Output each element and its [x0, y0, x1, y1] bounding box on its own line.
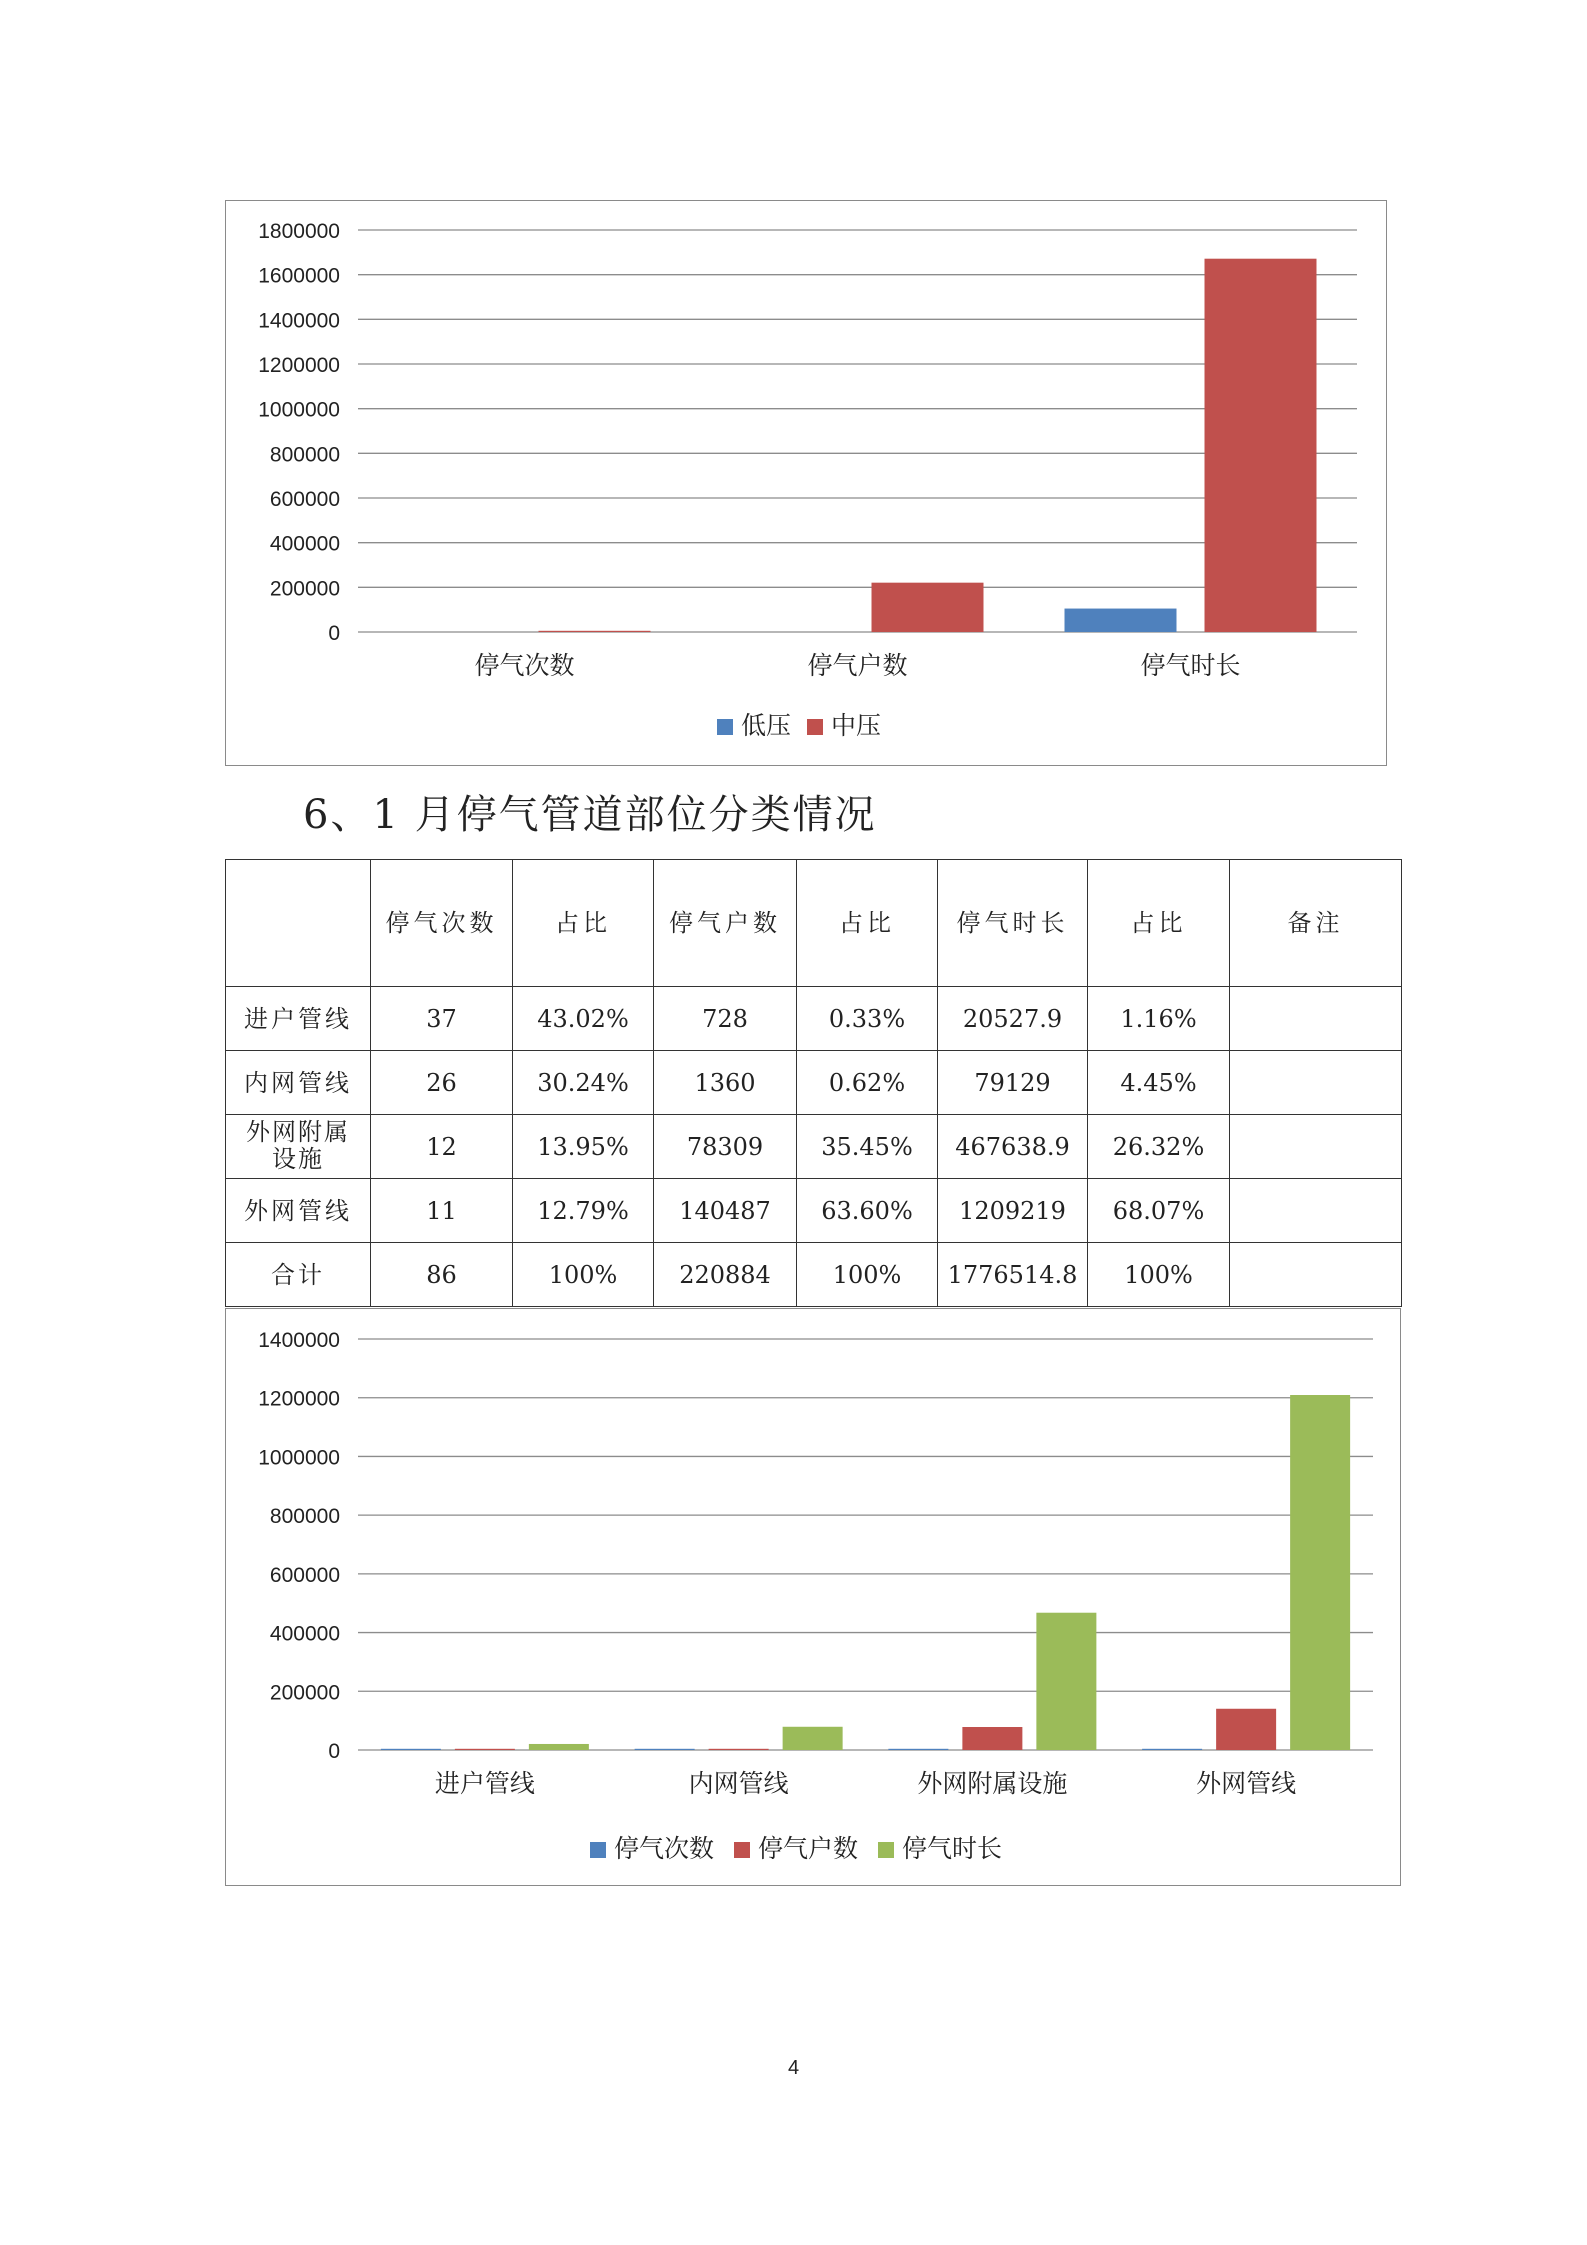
cell-households: 78309	[654, 1115, 797, 1179]
x-tick-label: 外网附属设施	[917, 1769, 1068, 1798]
legend-swatch	[807, 719, 823, 735]
header-label: 停气次数	[385, 909, 498, 937]
cell-remarks	[1230, 1179, 1402, 1243]
pipeline-category-table	[225, 859, 1402, 1307]
legend-swatch	[734, 1842, 750, 1858]
legend-label: 低压	[741, 711, 792, 740]
y-tick-label: 1600000	[258, 264, 340, 288]
bar	[635, 1749, 695, 1750]
chart-outage-by-location-svg	[226, 1309, 1402, 1887]
cell-households: 1360	[654, 1051, 797, 1115]
cell-duration-share: 1.16%	[1088, 987, 1230, 1051]
bar	[529, 1744, 589, 1750]
cell-duration-share: 100%	[1088, 1243, 1230, 1307]
bar	[539, 631, 651, 632]
cell-households-share: 0.62%	[797, 1051, 938, 1115]
bar	[455, 1749, 515, 1750]
table-body	[226, 987, 1402, 1307]
y-tick-label: 400000	[269, 532, 340, 556]
y-tick-label: 200000	[269, 1681, 340, 1705]
y-tick-label: 200000	[269, 577, 340, 601]
legend-swatch	[878, 1842, 894, 1858]
cell-remarks	[1230, 1115, 1402, 1179]
bar	[1290, 1395, 1350, 1750]
cell-remarks	[1230, 1243, 1402, 1307]
table-row	[226, 1051, 1402, 1115]
legend-label: 停气户数	[758, 1834, 859, 1863]
header-cell-duration: 停气时长	[938, 860, 1088, 987]
cell-count-share: 30.24%	[513, 1051, 654, 1115]
cell-duration: 1209219	[938, 1179, 1088, 1243]
x-tick-label: 进户管线	[434, 1769, 535, 1798]
table-header	[226, 860, 1402, 987]
table-total-row	[226, 1243, 1402, 1307]
row-label	[226, 1115, 371, 1179]
y-tick-label: 0	[328, 622, 340, 645]
y-tick-label: 1200000	[258, 354, 340, 377]
chart-outage-by-pressure	[225, 200, 1387, 766]
chart-outage-by-pressure-svg	[226, 201, 1388, 767]
cell-duration-share: 26.32%	[1088, 1115, 1230, 1179]
cell-count: 12	[371, 1115, 513, 1179]
cell-count-share: 13.95%	[513, 1115, 654, 1179]
bar	[783, 1727, 843, 1750]
bar	[1065, 609, 1177, 632]
bar	[381, 1749, 441, 1750]
cell-count: 26	[371, 1051, 513, 1115]
cell-count: 86	[371, 1243, 513, 1307]
bar	[888, 1749, 948, 1750]
y-tick-label: 1200000	[258, 1387, 340, 1411]
table-row	[226, 987, 1402, 1051]
cell-count-share: 100%	[513, 1243, 654, 1307]
y-tick-label: 800000	[269, 1505, 340, 1529]
row-label: 合计	[226, 1243, 371, 1307]
header-cell-share: 占比	[1088, 860, 1230, 987]
cell-duration: 79129	[938, 1051, 1088, 1115]
table-header-row	[226, 860, 1402, 987]
y-tick-label: 1400000	[258, 309, 340, 333]
cell-duration-share: 68.07%	[1088, 1179, 1230, 1243]
y-tick-label: 400000	[269, 1622, 340, 1646]
header-cell-remarks: 备注	[1230, 860, 1402, 987]
bar	[1142, 1749, 1202, 1750]
table-row	[226, 1115, 1402, 1179]
header-cell-share: 占比	[513, 860, 654, 987]
cell-duration: 467638.9	[938, 1115, 1088, 1179]
header-cell-blank	[226, 860, 371, 987]
cell-duration: 1776514.8	[938, 1243, 1088, 1307]
x-tick-label: 停气户数	[807, 651, 908, 680]
x-tick-label: 外网管线	[1196, 1769, 1297, 1798]
cell-count: 37	[371, 987, 513, 1051]
legend-label: 中压	[831, 711, 882, 740]
cell-remarks	[1230, 987, 1402, 1051]
cell-households: 140487	[654, 1179, 797, 1243]
y-tick-label: 1400000	[258, 1329, 340, 1352]
cell-households: 728	[654, 987, 797, 1051]
cell-households-share: 35.45%	[797, 1115, 938, 1179]
bar	[872, 583, 984, 632]
row-label: 内网管线	[226, 1051, 371, 1115]
y-tick-label: 0	[328, 1740, 340, 1763]
row-label: 外网管线	[226, 1179, 371, 1243]
x-tick-label: 停气次数	[474, 651, 575, 680]
bar	[1216, 1709, 1276, 1750]
section-heading: 6、1 月停气管道部位分类情况	[303, 792, 877, 838]
cell-duration: 20527.9	[938, 987, 1088, 1051]
row-label: 进户管线	[226, 987, 371, 1051]
cell-count-share: 43.02%	[513, 987, 654, 1051]
x-tick-label: 停气时长	[1140, 651, 1241, 680]
table-row	[226, 1179, 1402, 1243]
chart-outage-by-location	[225, 1308, 1401, 1886]
cell-households-share: 0.33%	[797, 987, 938, 1051]
y-tick-label: 600000	[269, 1563, 340, 1587]
y-tick-label: 600000	[269, 488, 340, 511]
cell-count: 11	[371, 1179, 513, 1243]
cell-households-share: 63.60%	[797, 1179, 938, 1243]
bar	[709, 1749, 769, 1750]
header-cell-share: 占比	[797, 860, 938, 987]
cell-households-share: 100%	[797, 1243, 938, 1307]
legend-swatch	[590, 1842, 606, 1858]
y-tick-label: 1800000	[258, 220, 340, 243]
legend-swatch	[717, 719, 733, 735]
legend-label: 停气时长	[902, 1834, 1003, 1863]
header-cell-outage-count	[371, 860, 513, 987]
cell-count-share: 12.79%	[513, 1179, 654, 1243]
x-tick-label: 内网管线	[688, 1769, 789, 1798]
cell-households: 220884	[654, 1243, 797, 1307]
cell-remarks	[1230, 1051, 1402, 1115]
legend-label: 停气次数	[614, 1834, 715, 1863]
header-cell-households: 停气户数	[654, 860, 797, 987]
page-number: 4	[787, 2057, 800, 2079]
y-tick-label: 1000000	[258, 398, 340, 422]
bar	[962, 1727, 1022, 1750]
y-tick-label: 800000	[269, 443, 340, 467]
y-tick-label: 1000000	[258, 1446, 340, 1470]
bar	[1036, 1613, 1096, 1750]
cell-duration-share: 4.45%	[1088, 1051, 1230, 1115]
bar	[1205, 259, 1317, 632]
row-label-text: 外网附属设施	[245, 1117, 350, 1174]
